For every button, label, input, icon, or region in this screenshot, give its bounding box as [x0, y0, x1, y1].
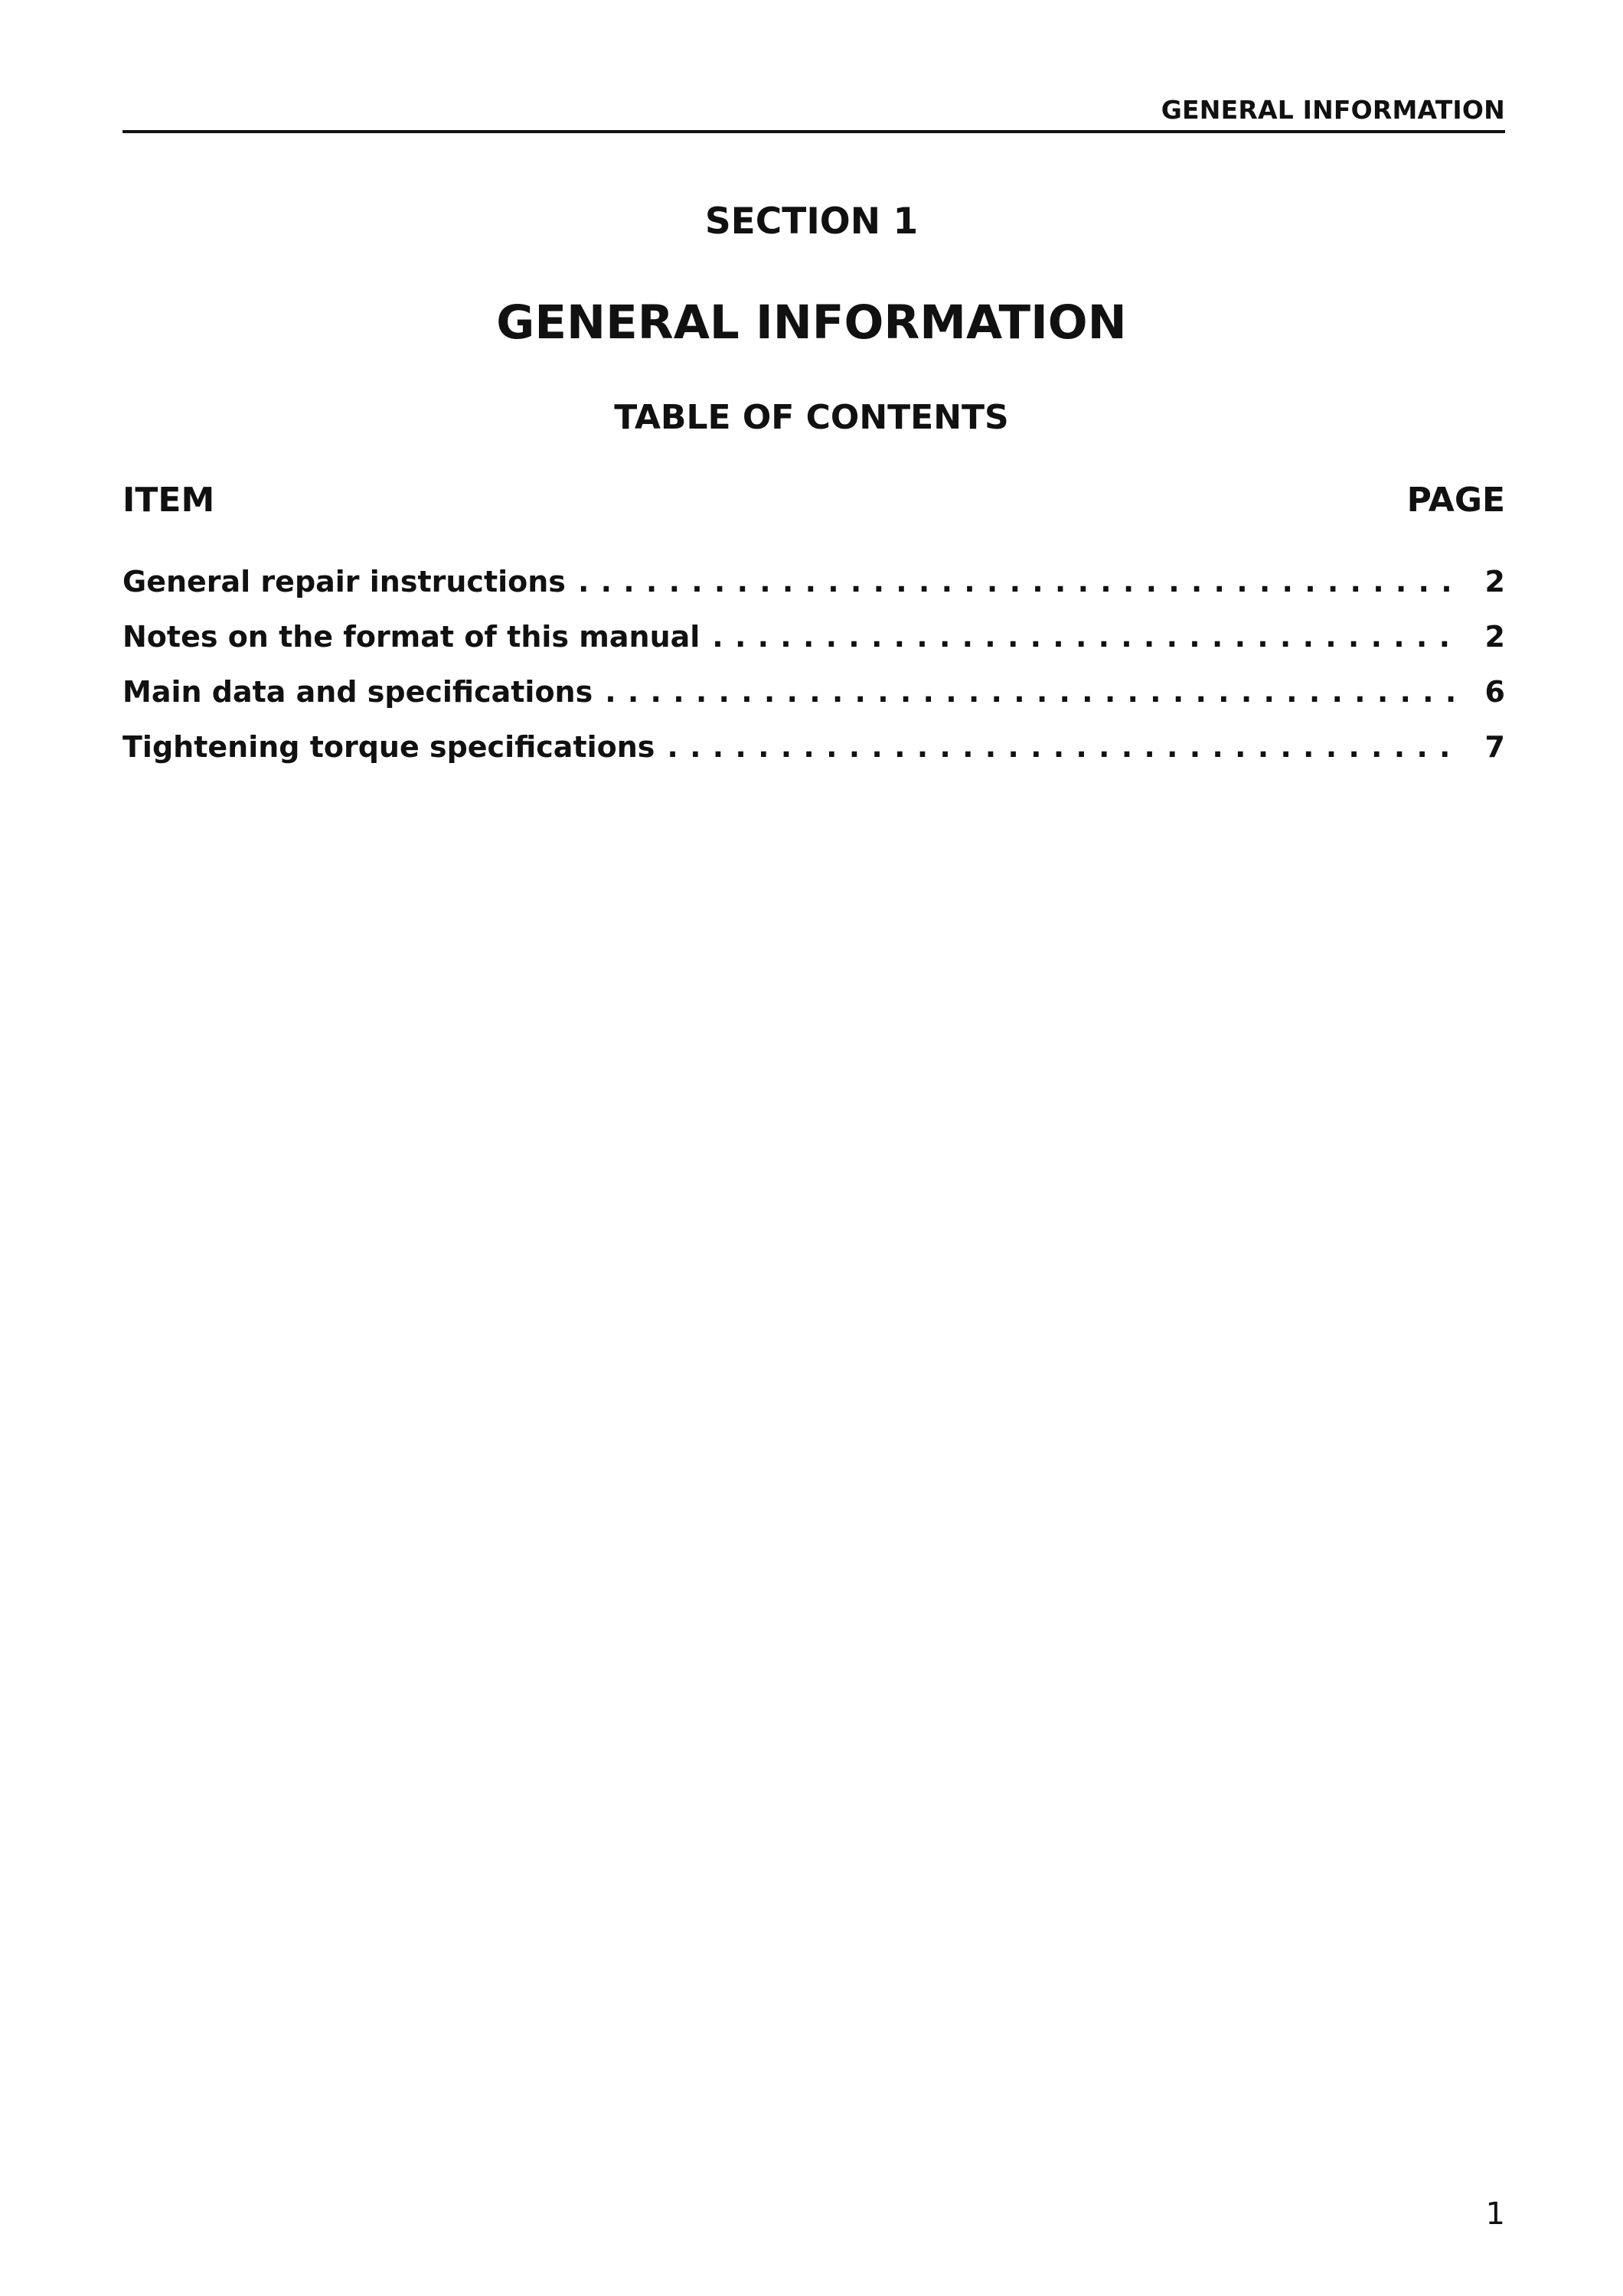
toc-entry[interactable] [122, 675, 1505, 730]
toc-dot-leader [578, 565, 1464, 598]
toc-entry-label: Notes on the format of this manual [122, 620, 700, 654]
section-label: SECTION 1 [704, 201, 919, 243]
toc-item-column-header: ITEM [122, 481, 215, 520]
toc-entry-page: 2 [1484, 620, 1505, 654]
toc-entry[interactable] [122, 620, 1505, 675]
toc-dot-leader [667, 730, 1464, 764]
toc-dot-leader [712, 620, 1464, 654]
toc-entry-page: 6 [1484, 675, 1505, 709]
toc-title: TABLE OF CONTENTS [614, 398, 1009, 437]
header-rule [122, 130, 1505, 133]
toc-entry[interactable] [122, 730, 1505, 785]
page-number: 1 [1485, 2197, 1505, 2232]
toc-entry-page: 7 [1484, 730, 1505, 764]
toc-page-column-header: PAGE [1406, 481, 1505, 520]
toc-entry-label: Tightening torque specifications [122, 730, 655, 764]
toc-entry[interactable] [122, 565, 1505, 620]
toc-dot-leader [605, 675, 1464, 709]
toc-entry-label: General repair instructions [122, 565, 566, 598]
toc-entry-label: Main data and specifications [122, 675, 593, 709]
running-header: GENERAL INFORMATION [1161, 95, 1505, 125]
page-title: GENERAL INFORMATION [496, 295, 1127, 350]
toc-list [122, 565, 1505, 785]
toc-entry-page: 2 [1484, 565, 1505, 598]
